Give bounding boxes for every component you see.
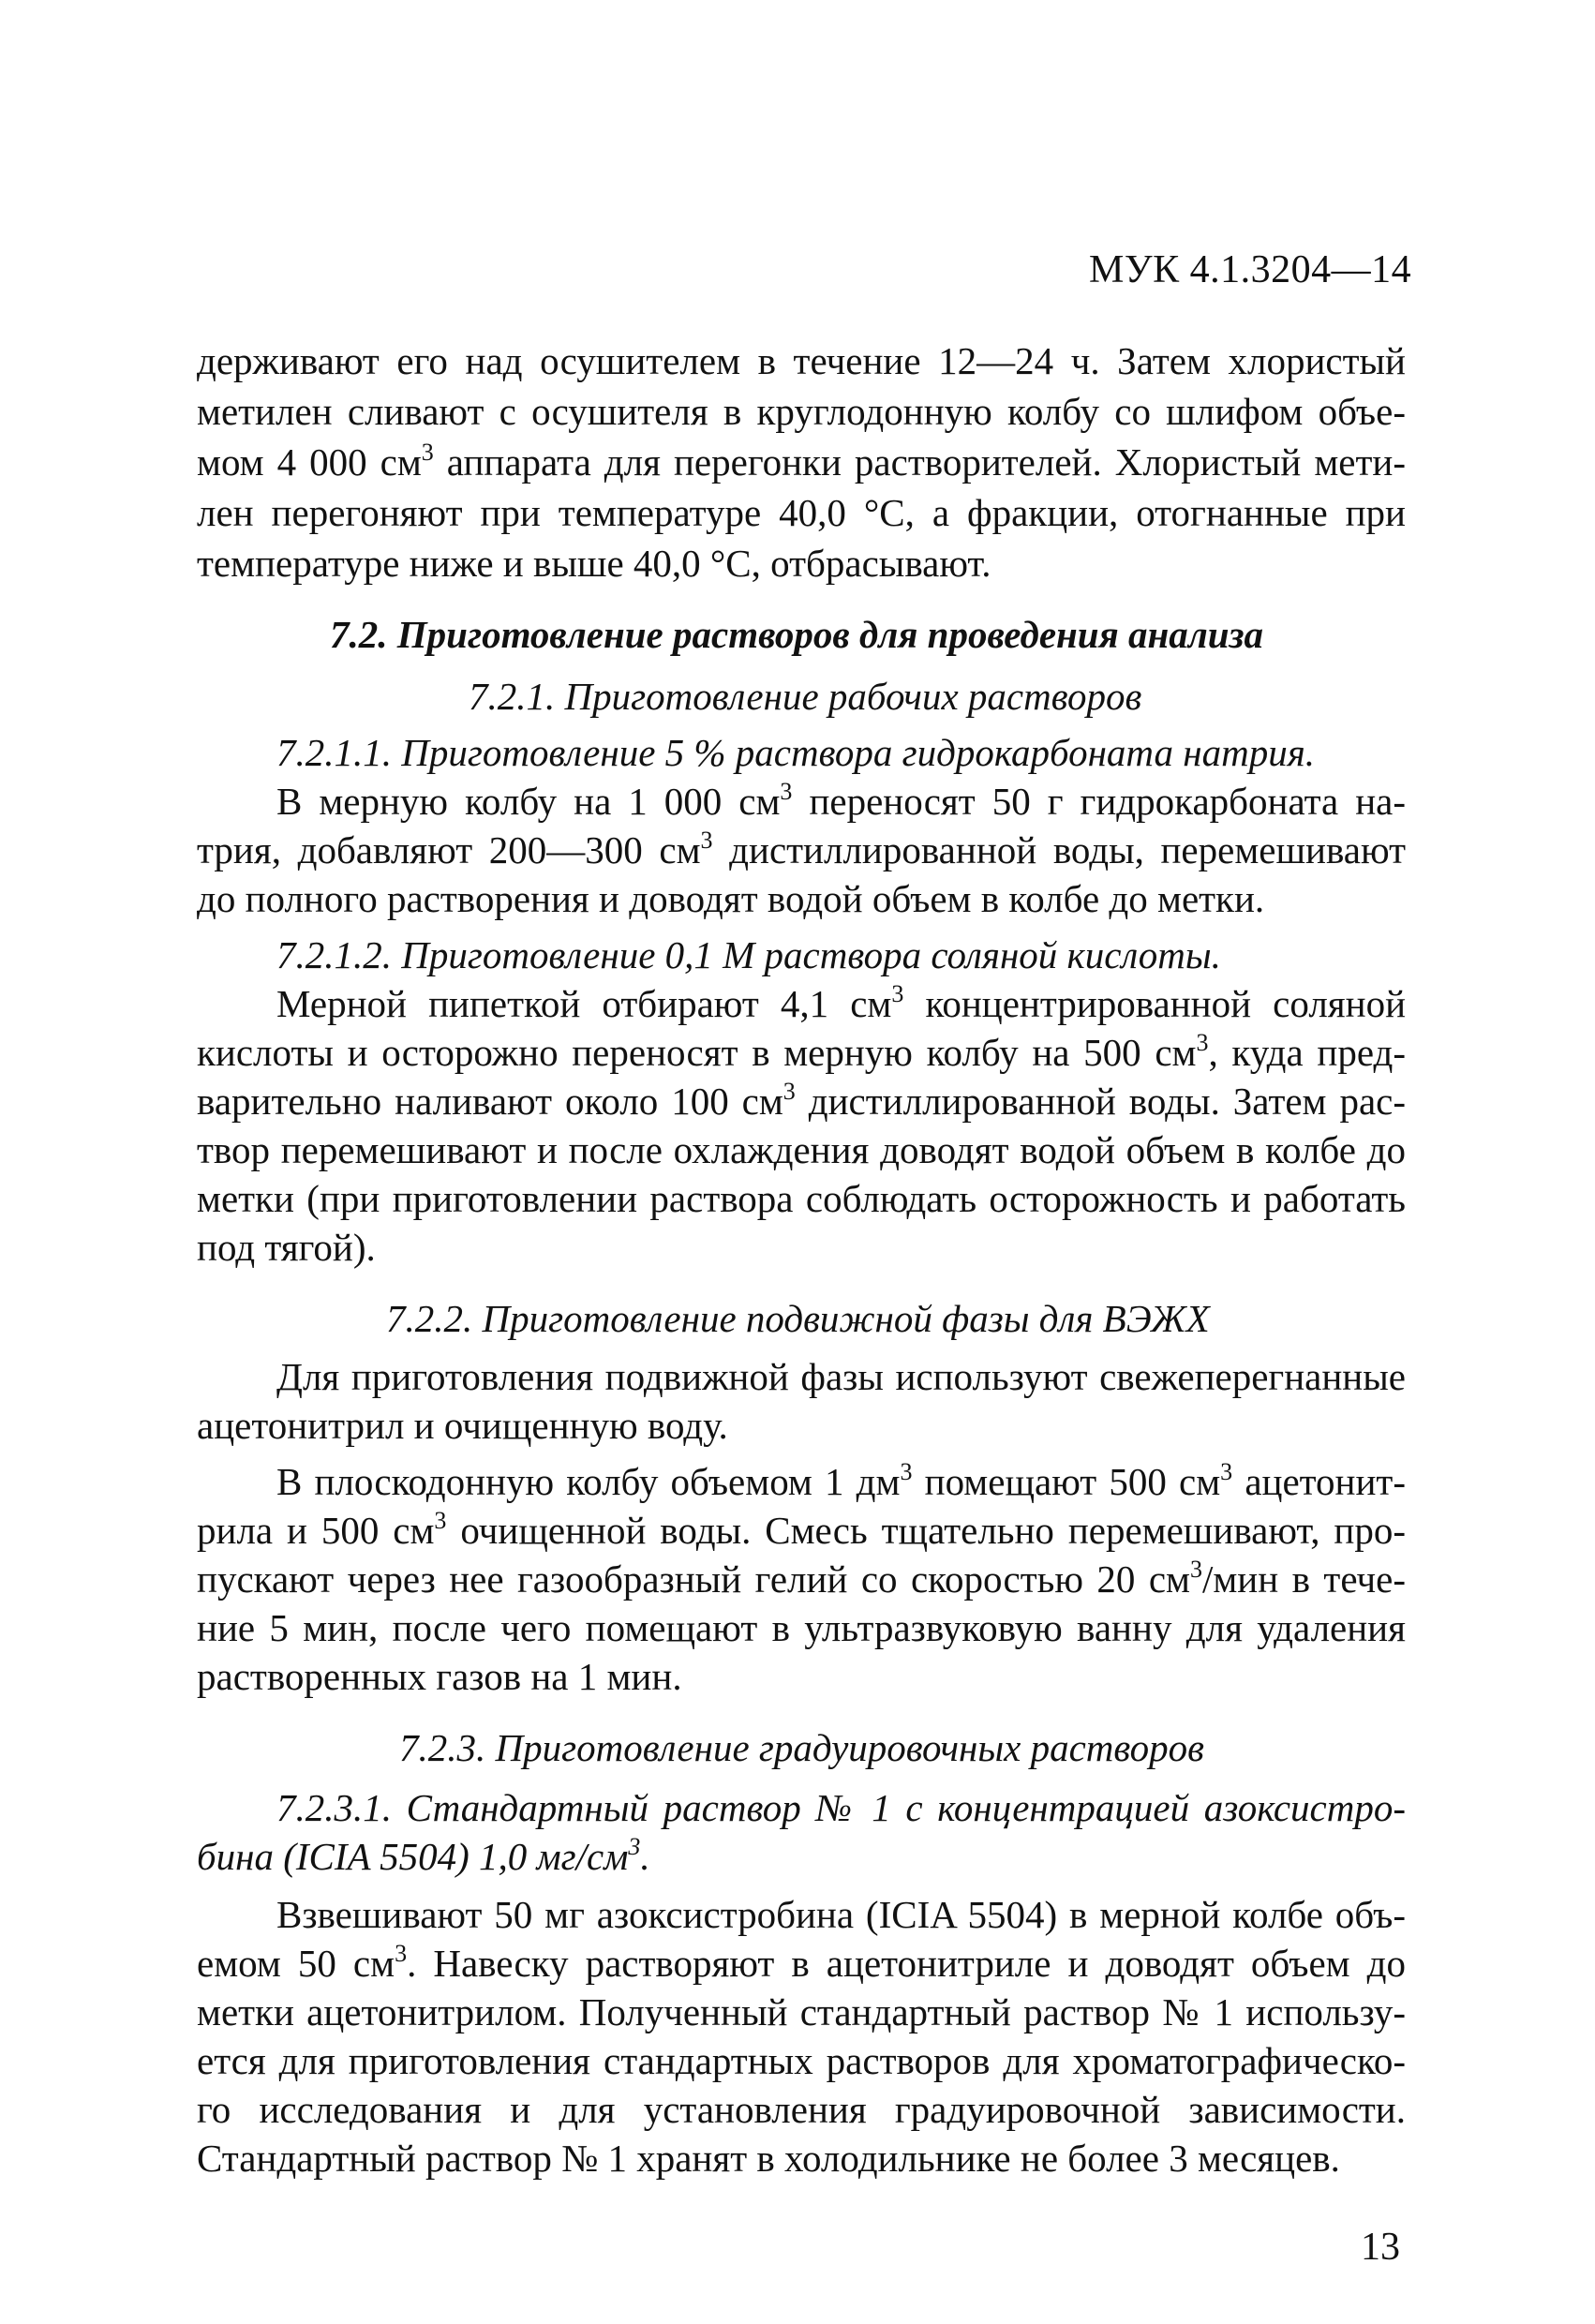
text-line: емом 50 $см^3$. Навеску растворяют в ацетонитриле и доводят объем до [197,1940,1407,1985]
item-heading-7-2-3-1-cont: бина (ICIA 5504) 1,0 $мг/см^3$. [197,1833,650,1878]
subsection-heading-7-2-2: 7.2.2. Приготовление подвижной фазы для ВЭЖХ [386,1297,1210,1340]
item-heading-7-2-3-1: 7.2.3.1. Стандартный раствор № 1 с концентрацией азоксистро- [276,1786,1406,1829]
page-number: 13 [1361,2226,1400,2269]
text-line: лен перегоняют при температуре 40,0 °С, а фракции, отогнанные при [197,491,1406,534]
text-line: В плоскодонную колбу объемом 1 $дм^3$ помещают 500 $см^3$ ацетонит- [276,1458,1406,1503]
text-line: твор перемешивают и после охлаждения доводят водой объем в колбе до [197,1128,1406,1171]
text-line: Мерной пипеткой отбирают 4,1 $см^3$ концентрированной соляной [276,980,1407,1025]
text-line: Стандартный раствор № 1 хранят в холодильнике не более 3 месяцев. [197,2137,1340,2180]
item-heading-7-2-1-1: 7.2.1.1. Приготовление 5 % раствора гидрокарбоната натрия. [276,731,1316,774]
text-line: метки ацетонитрилом. Полученный стандартный раствор № 1 использу- [197,1990,1406,2034]
text-line: мом 4 000 $см^3$ аппарата для перегонки растворителей. Хлористый мети- [197,439,1407,484]
text-line: держивают его над осушителем в течение 12—24 ч. Затем хлористый [197,339,1406,382]
text-line: ется для приготовления стандартных растворов для хроматографическо- [197,2039,1406,2082]
text-line: варительно наливают около 100 $см^3$ дистиллированной воды. Затем рас- [197,1078,1406,1123]
text-line: ние 5 мин, после чего помещают в ультразвуковую ванну для удаления [197,1606,1406,1649]
text-line: трия, добавляют 200—300 $см^3$ дистиллированной воды, перемешивают [197,827,1406,872]
subsection-heading-7-2-3: 7.2.3. Приготовление градуировочных растворов [399,1726,1204,1769]
text-line: метки (при приготовлении раствора соблюдать осторожность и работать [197,1177,1406,1220]
text-line: кислоты и осторожно переносят в мерную колбу на 500 $см^3$, куда пред- [197,1029,1406,1074]
text-line: В мерную колбу на 1 000 $см^3$ переносят 50 г гидрокарбоната на- [276,778,1406,823]
section-heading-7-2: 7.2. Приготовление растворов для проведения анализа [330,613,1264,656]
text-line: Для приготовления подвижной фазы используют свежеперегнанные [276,1355,1406,1398]
text-line: до полного растворения и доводят водой объем в колбе до метки. [197,877,1265,920]
text-line: го исследования и для установления градуировочной зависимости. [197,2088,1406,2131]
text-line: Взвешивают 50 мг азоксистробина (ICIA 5504) в мерной колбе объ- [276,1893,1406,1936]
text-line: пускают через нее газообразный гелий со скоростью 20 $см^3$/мин в тече- [197,1556,1406,1601]
document-code: МУК 4.1.3204—14 [1089,248,1412,291]
text-line: ацетонитрил и очищенную воду. [197,1404,728,1447]
text-line: метилен сливают с осушителя в круглодонную колбу со шлифом объе- [197,390,1406,433]
subsection-heading-7-2-1: 7.2.1. Приготовление рабочих растворов [469,675,1142,718]
text-line: температуре ниже и выше 40,0 °С, отбрасывают. [197,542,991,585]
item-heading-7-2-1-2: 7.2.1.2. Приготовление 0,1 М раствора соляной кислоты. [276,933,1221,976]
text-line: под тягой). [197,1226,376,1269]
text-line: растворенных газов на 1 мин. [197,1655,682,1698]
text-line: рила и 500 $см^3$ очищенной воды. Смесь тщательно перемешивают, про- [197,1507,1407,1552]
